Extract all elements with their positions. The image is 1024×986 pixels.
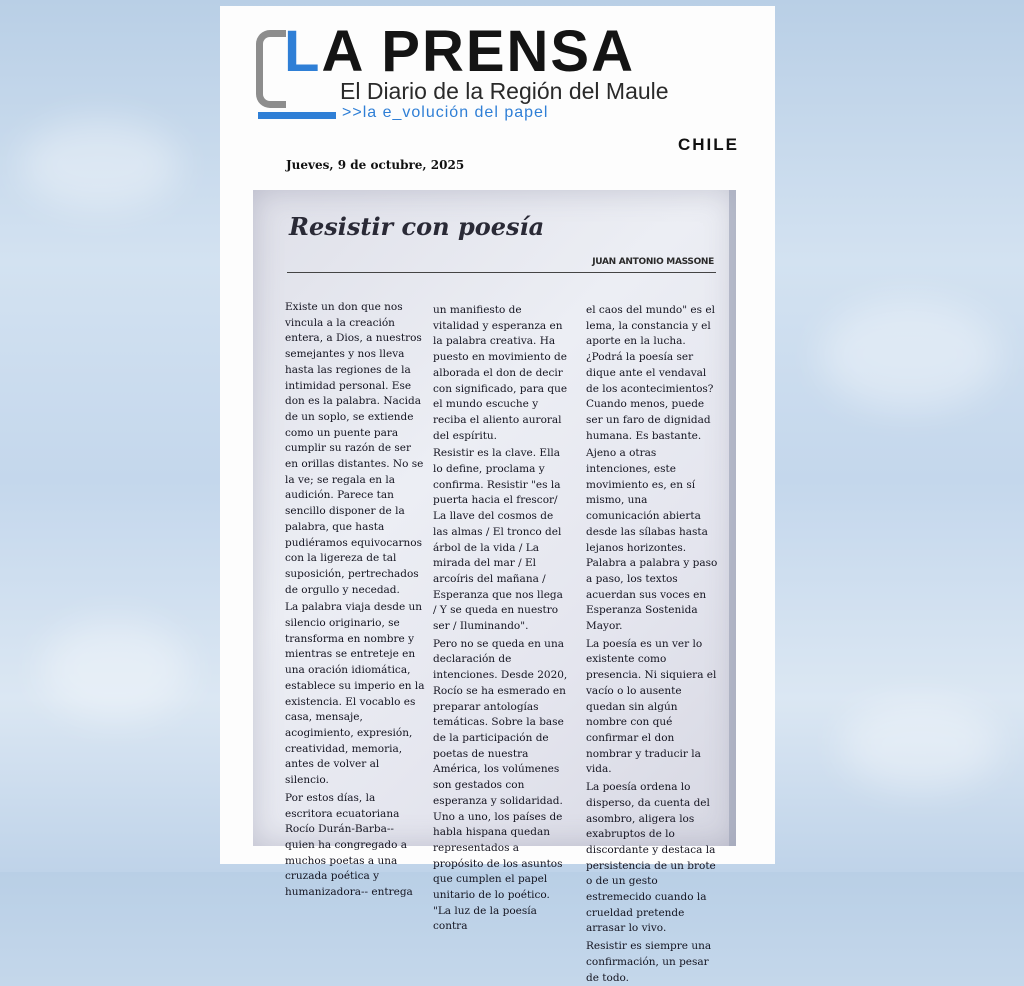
article-byline: JUAN ANTONIO MASSONE: [592, 257, 714, 267]
article-paragraph: La palabra viaja desde un silencio originario, se transforma en nombre y mientras se entreteje en una oración idiomática, establece su imperio en la existencia. El vocablo es casa, mensaje, acogimiento, expresión, creatividad, memoria, antes de volver al silencio.: [285, 601, 425, 787]
issue-date: Jueves, 9 de octubre, 2025: [286, 158, 465, 172]
title-rest: A PRENSA: [321, 19, 635, 84]
logo-bracket-graphic: [256, 30, 286, 108]
newspaper-subtitle: El Diario de la Región del Maule: [340, 78, 669, 104]
title-accent-letter: L: [284, 19, 322, 84]
article-column-2: [433, 303, 568, 935]
headline-rule: [287, 272, 716, 273]
article-paragraph: Por estos días, la escritora ecuatoriana Rocío Durán-Barba-- quien ha congregado a muchos poetas a una cruzada poética y humanizadora-- entrega: [285, 791, 413, 899]
article-headline: Resistir con poesía: [289, 212, 545, 241]
article-paragraph: Ajeno a otras intenciones, este movimiento es, en sí mismo, una comunicación abierta desde las sílabas hasta lejanos horizontes. Palabra a palabra y paso a paso, los textos acuerdan sus voces en Esperanza Sostenida Mayor.: [586, 447, 718, 633]
clipping-edge-shadow: [729, 190, 736, 846]
article-column-3: [586, 303, 718, 986]
article-paragraph: La poesía es un ver lo existente como presencia. Ni siquiera el vacío o lo ausente quedan sin algún nombre con qué confirmar el don nombrar y traducir la vida.: [586, 637, 717, 776]
masthead: [254, 19, 754, 124]
sky-cloud: [840, 700, 1000, 790]
article-paragraph: La poesía ordena lo disperso, da cuenta del asombro, aligera los exabruptos de lo discordante y destaca la persistencia de un brote o de un gesto estremecido cuando la crueldad pretende arrasar lo vivo.: [586, 781, 716, 935]
country-label: CHILE: [678, 135, 739, 154]
article-paragraph: Resistir es la clave. Ella lo define, proclama y confirma. Resistir "es la puerta hacia el frescor/ La llave del cosmos de las almas / El tronco del árbol de la vida / La mirada del mar / El arcoíris del mañana / Esperanza que nos llega / Y se queda en nuestro ser / Iluminando".: [433, 447, 563, 633]
article-paragraph: Pero no se queda en una declaración de intenciones. Desde 2020, Rocío se ha esmerado en preparar antologías temáticas. Sobre la base de la participación de poetas de nuestra América, los volúmenes son gestados con esperanza y solidaridad. Uno a uno, los países de habla hispana quedan representados a propósito de los asuntos que cumplen el papel unitario de lo poético. "La luz de la poesía contra: [433, 637, 568, 933]
article-clipping: [253, 190, 736, 984]
sky-cloud: [20, 120, 180, 210]
newspaper-tagline: >>la e_volución del papel: [342, 104, 549, 121]
article-paragraph: Existe un don que nos vincula a la creación entera, a Dios, a nuestros semejantes y nos lleva hasta las regiones de la intimidad personal. Ese don es la palabra. Nacida de un soplo, se extiende como un puente para cumplir su razón de ser en orillas distantes. No se la ve; se regala en la audición. Parece tan sencillo disponer de la palabra, que hasta pudiéramos equivocarnos con la ligereza de tal suposición, pertrechados de orgullo y necedad.: [285, 301, 424, 596]
logo-accent-bar: [258, 112, 336, 119]
newspaper-page: [220, 6, 775, 984]
newspaper-title: [284, 20, 635, 84]
sky-cloud: [820, 300, 1000, 410]
article-paragraph: Resistir es siempre una confirmación, un pesar de todo.: [586, 940, 712, 984]
article-column-1: [285, 300, 425, 901]
sky-cloud: [40, 620, 190, 720]
article-paragraph: el caos del mundo" es el lema, la constancia y el aporte en la lucha. ¿Podrá la poesía ser dique ante el vendaval de los acontecimientos? Cuando menos, puede ser un faro de dignidad humana. Es bastante.: [586, 304, 715, 442]
article-paragraph: un manifiesto de vitalidad y esperanza en la palabra creativa. Ha puesto en movimiento de alborada el don de decir con significado, para que el mundo escuche y reciba el aliento auroral del espíritu.: [433, 304, 568, 442]
